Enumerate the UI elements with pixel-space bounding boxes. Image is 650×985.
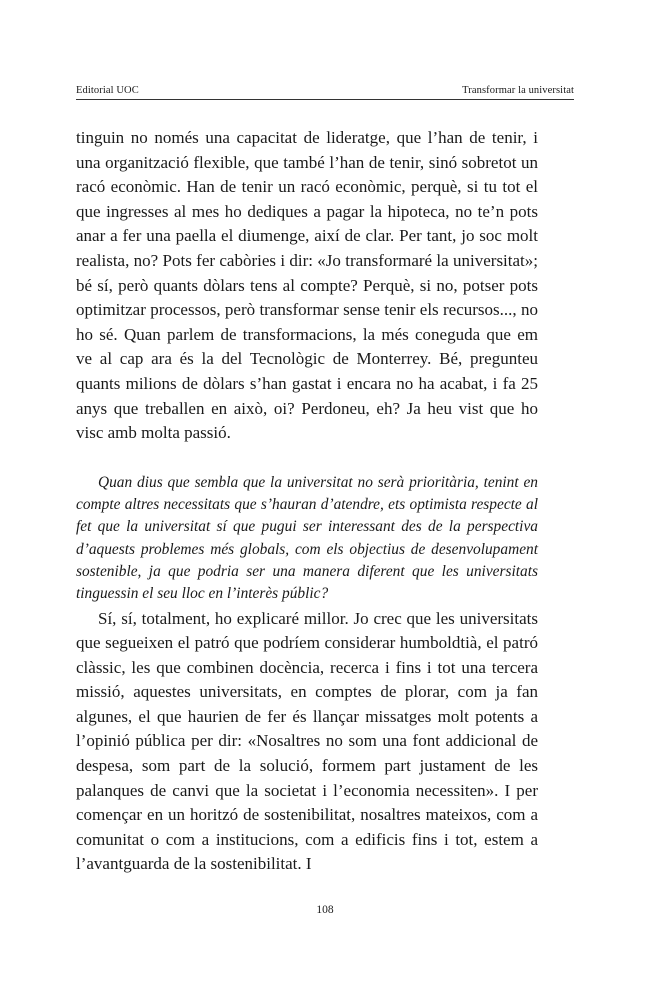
interview-answer: Sí, sí, totalment, ho explicaré millor. Jo crec que les universitats que segueixen el patró que podríem considerar humboldtià, el patró clàssic, les que combinen docència, recerca i fins i tot una tercera missió, aquestes universitats, en comptes de plorar, com ja fan algunes, el que haurien de fer és llançar missatges molt potents a l’opinió pública per dir: «Nosaltres no som una font addicional de despesa, som part de la solució, formem part justament de les palanques de canvi que la societat i l’economia necessiten». I per començar en un horitzó de sostenibilitat, nosaltres mateixos, com a comunitat o com a institucions, com a edificis fins i tot, estem a l’avantguarda de la sostenibilitat. I <box>76 608 538 874</box>
interview-question: Quan dius que sembla que la universitat no serà prioritària, tenint en compte altres necessitats que s’hauran d’atendre, ets optimista respecte al fet que la universitat sí que pugui ser interessant des de la perspectiva d’aquests problemes més globals, com els objectius de desenvolupament sostenible, ja que podria ser una manera diferent que les universitats tinguessin el seu lloc en l’interès públic? <box>76 473 538 603</box>
publisher-name: Editorial UOC <box>76 85 139 96</box>
main-text <box>76 126 538 877</box>
paragraph-continued: tinguin no només una capacitat de lideratge, que l’han de tenir, i una organització flexible, que també l’han de tenir, sinó sobretot un racó econòmic. Han de tenir un racó econòmic, perquè, si tu tot el que ingresses al mes ho dediques a pagar la hipoteca, no te’n pots anar a fer una paella el diumenge, així de clar. Per tant, jo soc molt realista, no? Pots fer cabòries i dir: «Jo transformaré la universitat»; bé sí, però quants dòlars tens al compte? Perquè, si no, potser pots optimitzar processos, però transformar sense tenir els recursos..., no ho sé. Quan parlem de transformacions, la més coneguda que em ve al cap ara és la del Tecnològic de Monterrey. Bé, pregunteu quants milions de dòlars s’han gastat i encara no ha acabat, i fa 25 anys que treballen en això, oi? Perdoneu, eh? Ja heu vist que ho visc amb molta passió. <box>76 128 538 443</box>
page-number: 108 <box>316 904 334 916</box>
running-header <box>76 81 574 100</box>
book-title: Transformar la universitat <box>462 85 574 96</box>
